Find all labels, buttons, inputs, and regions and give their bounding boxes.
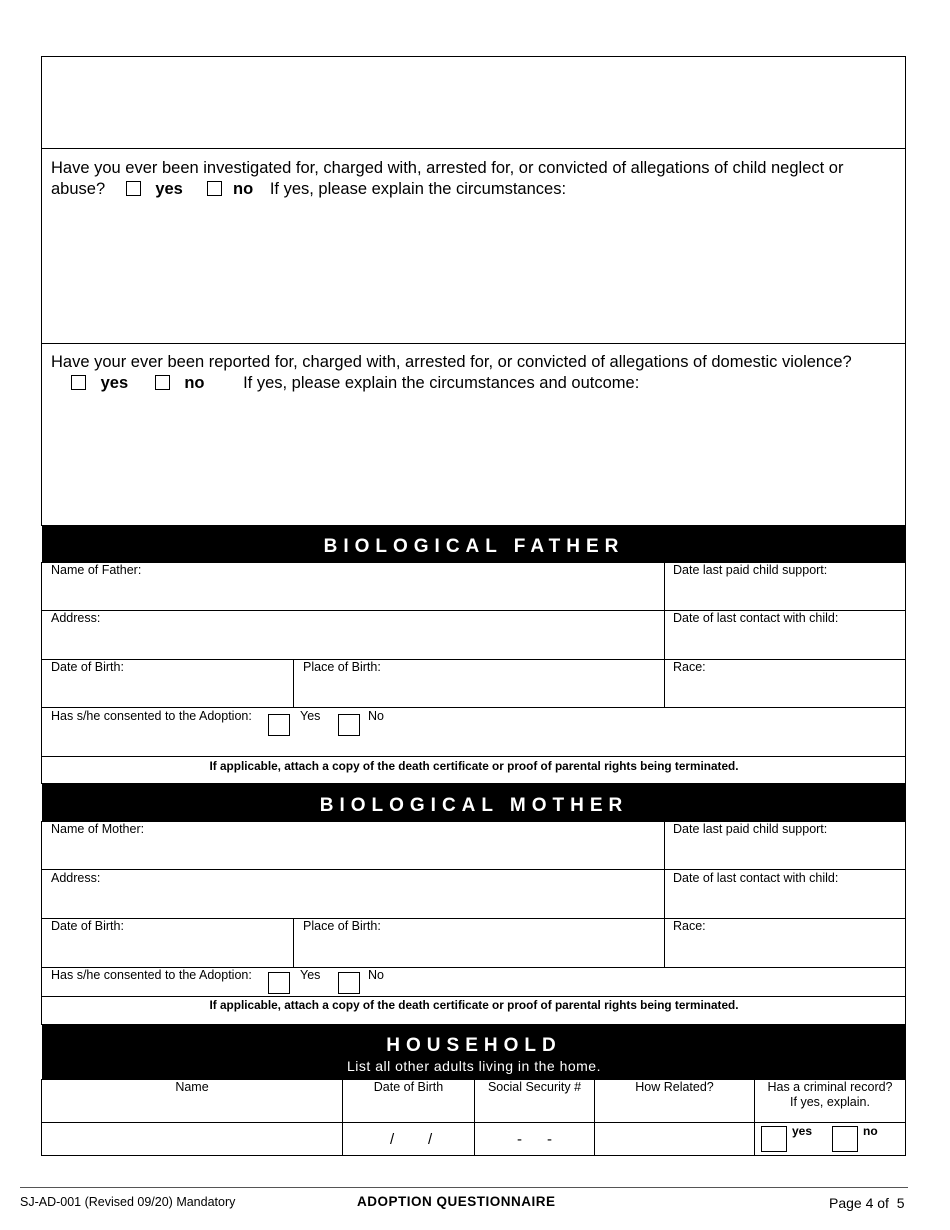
domestic-violence-answer-area[interactable]	[42, 395, 905, 523]
divider	[41, 756, 906, 757]
father-consent-no-checkbox[interactable]	[338, 714, 360, 736]
household-criminal-yes-checkbox[interactable]	[761, 1126, 787, 1152]
divider	[293, 918, 294, 968]
mother-note: If applicable, attach a copy of the death certificate or proof of parental rights being terminated.	[209, 998, 739, 1012]
mother-race-field[interactable]	[666, 934, 904, 966]
father-consent-yes-checkbox[interactable]	[268, 714, 290, 736]
father-support-field[interactable]	[666, 578, 904, 609]
divider	[41, 707, 906, 708]
household-criminal-no-checkbox[interactable]	[832, 1126, 858, 1152]
divider	[293, 659, 294, 708]
mother-race-label: Race:	[673, 919, 706, 933]
father-address-field[interactable]	[43, 626, 663, 658]
household-col-related: How Related?	[635, 1080, 714, 1094]
mother-consent-label: Has s/he consented to the Adoption:	[51, 968, 252, 982]
father-dob-field[interactable]	[43, 675, 292, 706]
mother-dob-field[interactable]	[43, 934, 292, 966]
household-criminal-no-label: no	[863, 1124, 878, 1138]
household-col-criminal-line2: If yes, explain.	[790, 1095, 870, 1109]
domestic-violence-yes-checkbox[interactable]	[71, 375, 86, 390]
father-section-header	[42, 525, 906, 563]
footer-form-id: SJ-AD-001 (Revised 09/20) Mandatory	[20, 1195, 236, 1209]
mother-consent-yes-label: Yes	[300, 968, 321, 982]
domestic-violence-no-checkbox[interactable]	[155, 375, 170, 390]
mother-contact-label: Date of last contact with child:	[673, 871, 839, 885]
mother-contact-field[interactable]	[666, 886, 904, 917]
domestic-violence-yes-label: yes	[100, 374, 129, 392]
father-consent-yes-label: Yes	[300, 709, 321, 723]
mother-dob-label: Date of Birth:	[51, 919, 124, 933]
household-col-dob: Date of Birth	[373, 1080, 444, 1094]
mother-address-label: Address:	[51, 871, 101, 885]
father-consent-label: Has s/he consented to the Adoption:	[51, 709, 252, 723]
child-abuse-question-text: Have you ever been investigated for, charged with, arrested for, or convicted of allegations of child neglect or	[51, 159, 844, 177]
divider	[41, 869, 906, 870]
domestic-violence-no-label: no	[184, 374, 205, 392]
father-section-title: BIOLOGICAL FATHER	[323, 536, 625, 557]
mother-pob-field[interactable]	[295, 934, 663, 966]
child-abuse-yes-label: yes	[155, 180, 183, 198]
mother-consent-no-label: No	[368, 968, 384, 982]
divider	[41, 996, 906, 997]
child-abuse-question-prefix: abuse?	[51, 180, 106, 198]
divider	[41, 343, 906, 344]
household-row-ssn-field[interactable]	[476, 1124, 593, 1154]
household-col-criminal	[755, 1080, 905, 1110]
mother-name-field[interactable]	[43, 837, 663, 868]
child-abuse-no-label: no	[233, 180, 254, 198]
household-criminal-yes-label: yes	[792, 1124, 813, 1138]
household-section-header	[42, 1025, 906, 1080]
father-name-label: Name of Father:	[51, 563, 142, 577]
household-col-name: Name	[175, 1080, 209, 1094]
divider	[41, 659, 906, 660]
household-row-ssn-sep1: -	[517, 1131, 522, 1148]
mother-consent-yes-checkbox[interactable]	[268, 972, 290, 994]
child-abuse-yes-checkbox[interactable]	[126, 181, 141, 196]
domestic-violence-explain-label: If yes, please explain the circumstances and outcome:	[243, 374, 640, 392]
mother-address-field[interactable]	[43, 886, 663, 917]
domestic-violence-question-text: Have your ever been reported for, charged with, arrested for, or convicted of allegations of domestic violence?	[51, 353, 852, 371]
household-row-name-field[interactable]	[43, 1124, 341, 1154]
father-consent-no-label: No	[368, 709, 384, 723]
child-abuse-answer-area[interactable]	[42, 200, 905, 342]
household-section-title: HOUSEHOLD	[386, 1035, 562, 1056]
father-contact-field[interactable]	[666, 626, 904, 658]
mother-support-label: Date last paid child support:	[673, 822, 828, 836]
household-row-related-field[interactable]	[596, 1124, 753, 1154]
father-contact-label: Date of last contact with child:	[673, 611, 839, 625]
footer-title: ADOPTION QUESTIONNAIRE	[357, 1194, 556, 1209]
mother-support-field[interactable]	[666, 837, 904, 868]
father-dob-label: Date of Birth:	[51, 660, 124, 674]
father-address-label: Address:	[51, 611, 101, 625]
household-row-dob-sep1: /	[390, 1131, 395, 1148]
divider	[664, 821, 665, 968]
domestic-violence-question	[51, 352, 901, 394]
household-row-dob-sep2: /	[428, 1131, 433, 1148]
divider	[41, 148, 906, 149]
household-section-subtitle: List all other adults living in the home.	[347, 1058, 601, 1074]
footer-page-number: Page 4 of 5	[829, 1195, 905, 1211]
mother-section-title: BIOLOGICAL MOTHER	[319, 795, 629, 816]
father-note: If applicable, attach a copy of the death certificate or proof of parental rights being terminated.	[209, 759, 739, 773]
father-name-field[interactable]	[43, 578, 663, 609]
mother-pob-label: Place of Birth:	[303, 919, 381, 933]
father-pob-field[interactable]	[295, 675, 663, 706]
household-row-dob-field[interactable]	[344, 1124, 473, 1154]
household-row-ssn-sep2: -	[547, 1131, 552, 1148]
household-col-ssn: Social Security #	[487, 1080, 582, 1094]
mother-section-header	[42, 784, 906, 822]
mother-consent-no-checkbox[interactable]	[338, 972, 360, 994]
footer-rule	[20, 1187, 908, 1188]
father-pob-label: Place of Birth:	[303, 660, 381, 674]
divider	[664, 562, 665, 708]
divider	[41, 918, 906, 919]
father-support-label: Date last paid child support:	[673, 563, 828, 577]
child-abuse-explain-label: If yes, please explain the circumstances:	[269, 180, 567, 198]
household-col-criminal-line1: Has a criminal record?	[767, 1080, 893, 1094]
child-abuse-question	[51, 158, 901, 200]
father-race-label: Race:	[673, 660, 706, 674]
mother-name-label: Name of Mother:	[51, 822, 145, 836]
father-race-field[interactable]	[666, 675, 904, 706]
child-abuse-no-checkbox[interactable]	[207, 181, 222, 196]
